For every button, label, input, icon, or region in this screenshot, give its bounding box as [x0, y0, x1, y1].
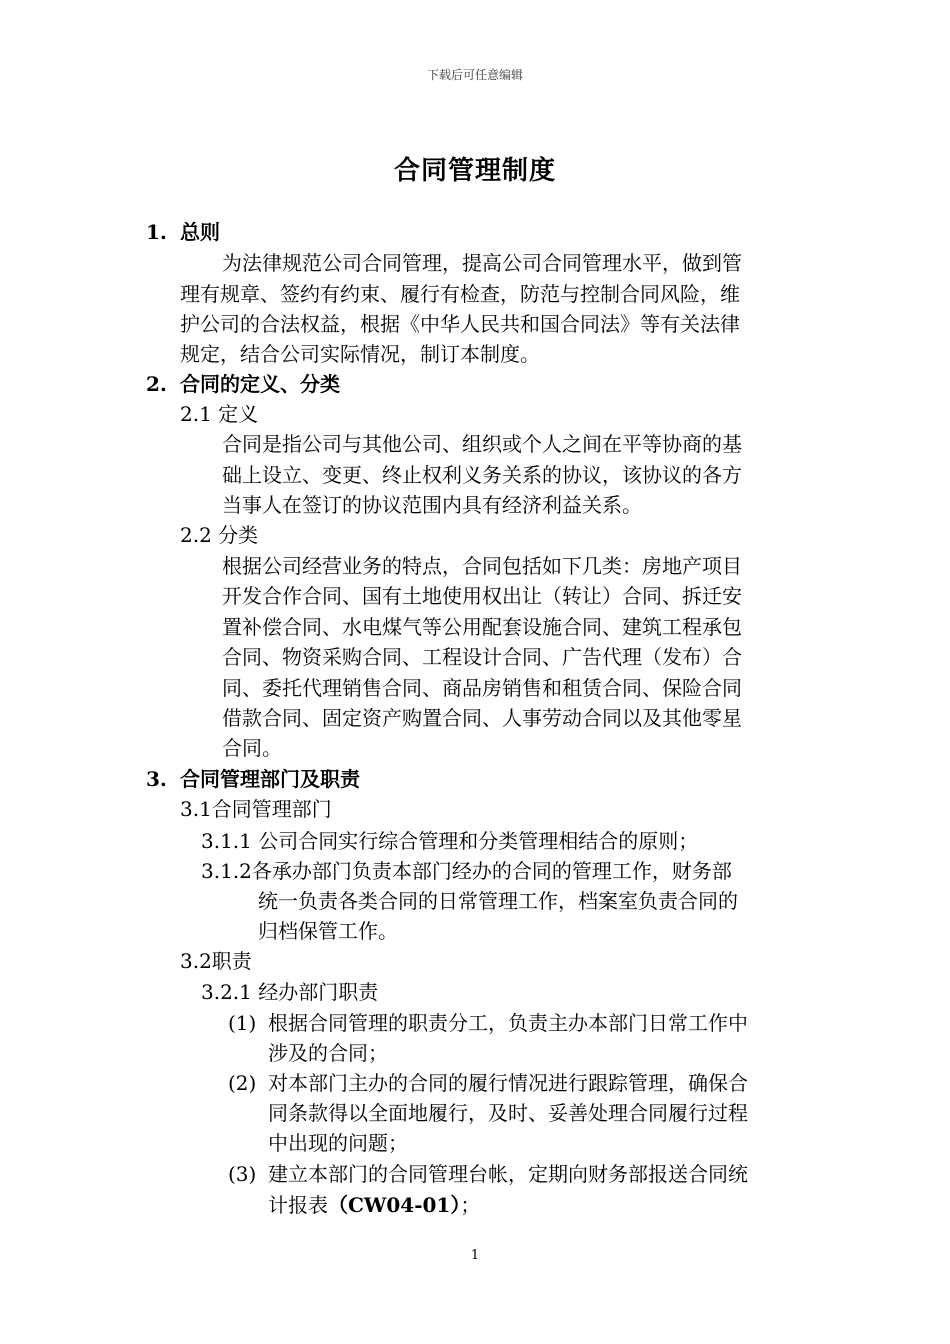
- point-line: 根据合同管理的职责分工，负责主办本部门日常工作中: [268, 1011, 748, 1035]
- point-line-with-code: [268, 1190, 480, 1220]
- subsection-2-1-label: 2.1 定义: [180, 402, 259, 426]
- item-3-2-1: 3.2.1 经办部门职责: [201, 980, 379, 1004]
- point-tail-text: 计报表: [268, 1193, 328, 1217]
- s2-2-para-line: 合同。: [222, 736, 282, 760]
- point-mark: (3): [228, 1162, 257, 1186]
- section-3-number: 3.: [146, 767, 167, 791]
- s2-1-para-line: 当事人在签订的协议范围内具有经济利益关系。: [222, 493, 642, 517]
- s2-1-para-line: 合同是指公司与其他公司、组织或个人之间在平等协商的基: [222, 432, 742, 456]
- section-2-heading: [146, 369, 340, 399]
- section-1-heading: [146, 217, 220, 247]
- page-number: 1: [470, 1248, 480, 1263]
- item-3-1-2-line: 归档保管工作。: [258, 919, 398, 943]
- s2-2-para-line: 借款合同、固定资产购置合同、人事劳动合同以及其他零星: [222, 706, 742, 730]
- s2-2-para-line: 根据公司经营业务的特点，合同包括如下几类：房地产项目: [222, 554, 742, 578]
- point-line: 建立本部门的合同管理台帐，定期向财务部报送合同统: [268, 1162, 748, 1186]
- point-line: 同条款得以全面地履行，及时、妥善处理合同履行过程: [268, 1101, 748, 1125]
- section-2-number: 2.: [146, 372, 167, 396]
- point-line: 中出现的问题；: [268, 1131, 408, 1155]
- subsection-2-2-label: 2.2 分类: [180, 523, 259, 547]
- section-3-title: 合同管理部门及职责: [180, 767, 360, 791]
- s1-para-line: 理有规章、签约有约束、履行有检查，防范与控制合同风险，维: [180, 282, 740, 306]
- s2-1-para-line: 础上设立、变更、终止权利义务关系的协议，该协议的各方: [222, 463, 742, 487]
- s1-para-line: 为法律规范公司合同管理，提高公司合同管理水平，做到管: [222, 251, 742, 275]
- s1-para-line: 规定，结合公司实际情况，制订本制度。: [180, 342, 540, 366]
- section-3-heading: [146, 764, 360, 794]
- page-header: 下载后可任意编辑: [426, 68, 523, 82]
- s2-2-para-line: 置补偿合同、水电煤气等公用配套设施合同、建筑工程承包: [222, 615, 742, 639]
- section-1-title: 总则: [180, 220, 220, 244]
- point-line: 涉及的合同；: [268, 1041, 388, 1065]
- section-2-title: 合同的定义、分类: [180, 372, 340, 396]
- document-title: 合同管理制度: [393, 156, 556, 186]
- form-code: （CW04-01）: [328, 1193, 461, 1217]
- point-line: 对本部门主办的合同的履行情况进行跟踪管理，确保合: [268, 1071, 748, 1095]
- s2-2-para-line: 合同、物资采购合同、工程设计合同、广告代理（发布）合: [222, 645, 742, 669]
- item-3-1-1: 3.1.1 公司合同实行综合管理和分类管理相结合的原则；: [201, 829, 699, 853]
- item-3-1-2-line: 统一负责各类合同的日常管理工作，档案室负责合同的: [258, 889, 738, 913]
- subsection-3-2-label: 3.2职责: [180, 949, 252, 973]
- point-mark: (1): [228, 1011, 257, 1035]
- subsection-3-1-label: 3.1合同管理部门: [180, 797, 332, 821]
- s2-2-para-line: 同、委托代理销售合同、商品房销售和租赁合同、保险合同: [222, 676, 742, 700]
- s2-2-para-line: 开发合作合同、国有土地使用权出让（转让）合同、拆迁安: [222, 584, 742, 608]
- point-mark: (2): [228, 1071, 257, 1095]
- point-tail-punct: ；: [460, 1193, 481, 1217]
- item-3-1-2-line: 3.1.2各承办部门负责本部门经办的合同的管理工作，财务部: [201, 859, 732, 883]
- s1-para-line: 护公司的合法权益，根据《中华人民共和国合同法》等有关法律: [180, 312, 740, 336]
- section-1-number: 1.: [146, 220, 167, 244]
